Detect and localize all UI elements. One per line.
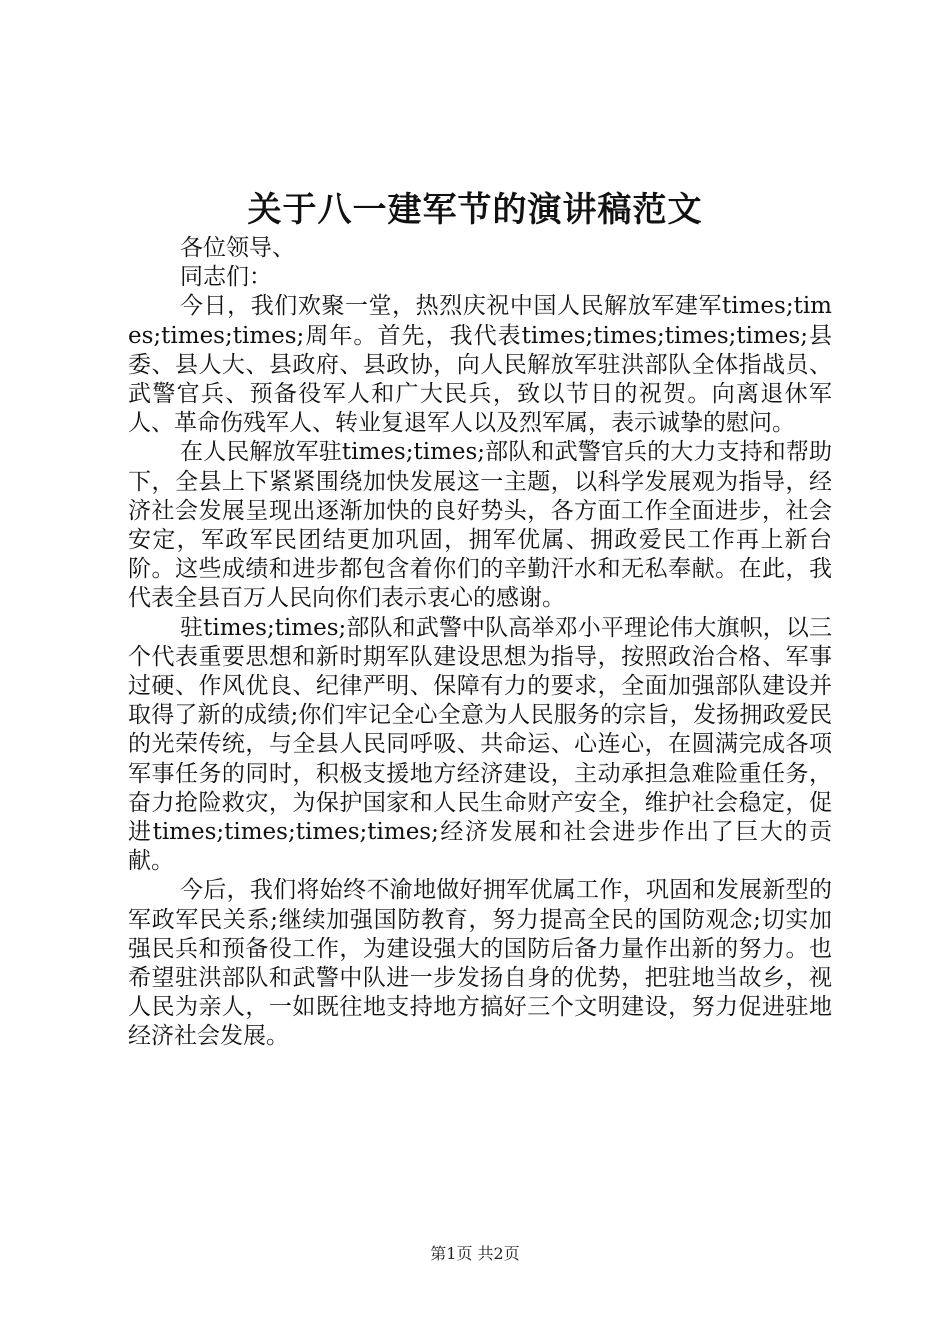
page-number-footer: 第1页 共2页 [430, 1244, 520, 1263]
salutation-comrades: 同志们： [180, 264, 272, 291]
paragraph-1: 今日，我们欢聚一堂，热烈庆祝中国人民解放军建军times;times;times;times;周年。首先，我代表times;times;times;times;县委、县人大、县政府、县政协，向人民解放军驻洪部队全体指战员、武警官兵、预备役军人和广大民兵，致以节日的祝贺。向离退休军人、革命伤残军人、转业复退军人以及烈军属，表示诚挚的慰问。 [128, 293, 832, 437]
paragraph-4: 今后，我们将始终不渝地做好拥军优属工作，巩固和发展新型的军政军民关系;继续加强国防教育，努力提高全民的国防观念;切实加强民兵和预备役工作，为建设强大的国防后备力量作出新的努力。也希望驻洪部队和武警中队进一步发扬自身的优势，把驻地当故乡，视人民为亲人，一如既往地支持地方搞好三个文明建设，努力促进驻地经济社会发展。 [128, 877, 832, 1050]
salutation-leaders: 各位领导、 [180, 235, 295, 261]
paragraph-3: 驻times;times;部队和武警中队高举邓小平理论伟大旗帜，以三个代表重要思想和新时期军队建设思想为指导，按照政治合格、军事过硬、作风优良、纪律严明、保障有力的要求，全面加强部队建设并取得了新的成绩;你们牢记全心全意为人民服务的宗旨，发扬拥政爱民的光荣传统，与全县人民同呼吸、共命运、心连心，在圆满完成各项军事任务的同时，积极支援地方经济建设，主动承担急难险重任务，奋力抢险救灾，为保护国家和人民生命财产安全，维护社会稳定，促进times;times;times;times;经济发展和社会进步作出了巨大的贡献。 [128, 614, 832, 875]
paragraph-2: 在人民解放军驻times;times;部队和武警官兵的大力支持和帮助下，全县上下紧紧围绕加快发展这一主题，以科学发展观为指导，经济社会发展呈现出逐渐加快的良好势头，各方面工作全面进步，社会安定，军政军民团结更加巩固，拥军优属、拥政爱民工作再上新台阶。这些成绩和进步都包含着你们的辛勤汗水和无私奉献。在此，我代表全县百万人民向你们表示衷心的感谢。 [128, 439, 832, 612]
page-title: 关于八一建军节的演讲稿范文 [247, 190, 703, 230]
document-body [128, 234, 832, 1052]
